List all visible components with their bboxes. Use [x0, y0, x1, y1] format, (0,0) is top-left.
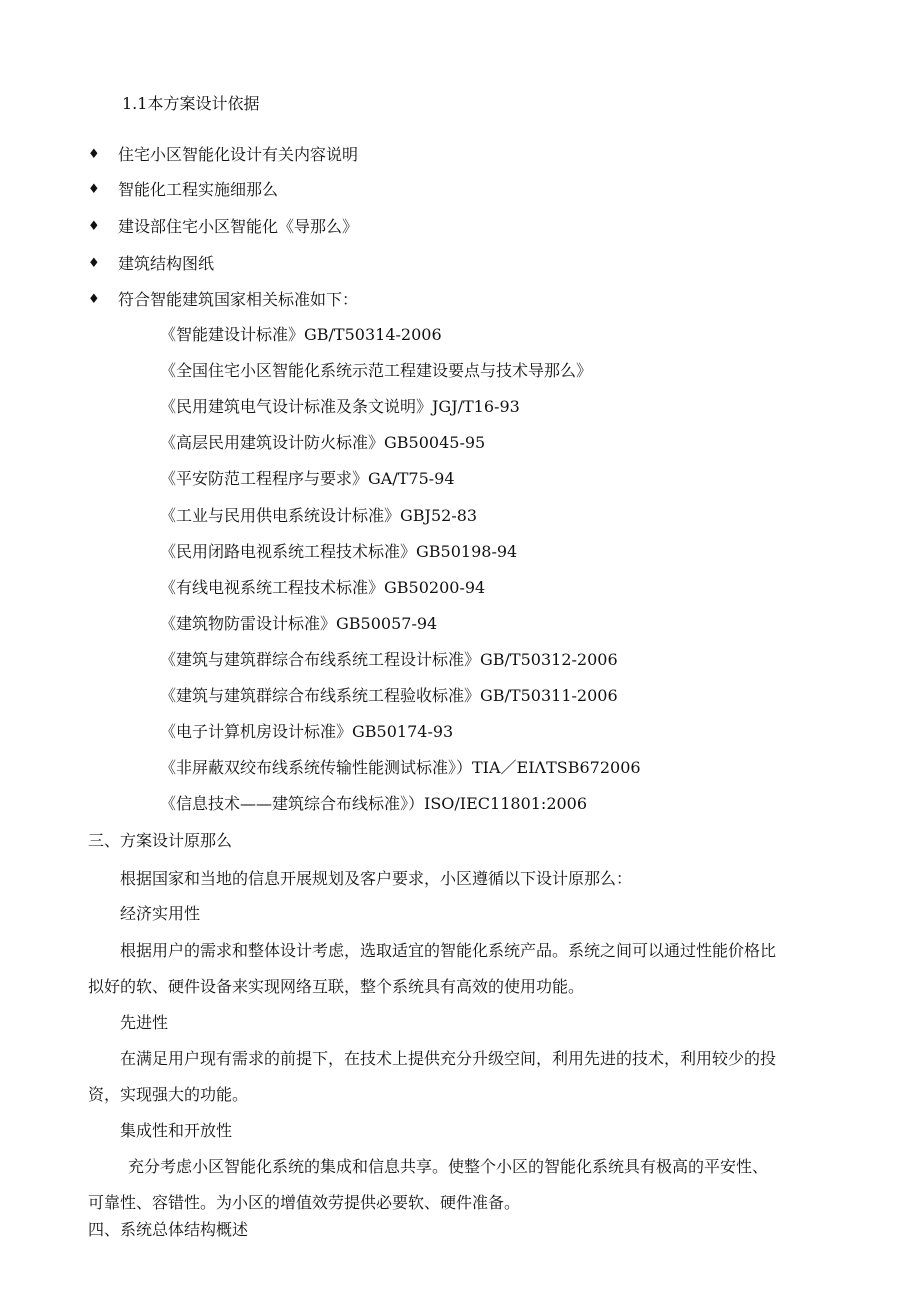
principle-advanced-title: 先进性 [120, 1013, 169, 1032]
bullet-diamond-icon: ♦ [88, 147, 100, 162]
principle-advanced-text: 在满足用户现有需求的前提下，在技术上提供充分升级空间，利用先进的技术，利用较少的投 [120, 1049, 777, 1068]
section-4-title: 四、系统总体结构概述 [88, 1220, 249, 1239]
standard-item: 《电子计算机房设计标准》GB50174-93 [160, 722, 454, 741]
section-3-title: 三、方案设计原那么 [88, 831, 233, 850]
basis-item: 符合智能建筑国家相关标准如下： [118, 290, 359, 309]
basis-item: 建筑结构图纸 [118, 254, 215, 273]
standard-item: 《民用建筑电气设计标准及条文说明》JGJ/T16-93 [160, 397, 520, 416]
standard-item: 《高层民用建筑设计防火标准》GB50045-95 [160, 433, 486, 452]
standard-item: 《平安防范工程程序与要求》GA/T75-94 [160, 469, 455, 488]
principle-open-title: 集成性和开放性 [120, 1121, 233, 1140]
principle-economic-title: 经济实用性 [120, 904, 201, 923]
bullet-diamond-icon: ♦ [88, 292, 100, 307]
section-3-intro: 根据国家和当地的信息开展规划及客户要求，小区遵循以下设计原那么： [120, 869, 633, 888]
heading-1-1: 1.1本方案设计依据 [122, 94, 260, 113]
basis-item: 智能化工程实施细那么 [118, 180, 279, 199]
principle-advanced-text: 资，实现强大的功能。 [88, 1085, 249, 1104]
principle-open-text: 充分考虑小区智能化系统的集成和信息共享。使整个小区的智能化系统具有极高的平安性、 [128, 1157, 769, 1176]
standard-item: 《信息技术——建筑综合布线标准》）ISO/IEC11801:2006 [160, 794, 588, 813]
principle-economic-text: 根据用户的需求和整体设计考虑，选取适宜的智能化系统产品。系统之间可以通过性能价格比 [120, 941, 777, 960]
standard-item: 《民用闭路电视系统工程技术标准》GB50198-94 [160, 542, 518, 561]
bullet-diamond-icon: ♦ [88, 182, 100, 197]
standard-item: 《建筑物防雷设计标准》GB50057-94 [160, 614, 438, 633]
principle-economic-text: 拟好的软、硬件设备来实现网络互联，整个系统具有高效的使用功能。 [88, 977, 585, 996]
standard-item: 《工业与民用供电系统设计标准》GBJ52-83 [160, 506, 478, 525]
standard-item: 《非屏蔽双绞布线系统传输性能测试标准》）TIA／EIΛTSB672006 [160, 758, 641, 777]
basis-item: 住宅小区智能化设计有关内容说明 [118, 145, 359, 164]
standard-item: 《建筑与建筑群综合布线系统工程设计标准》GB/T50312-2006 [160, 650, 618, 669]
basis-item: 建设部住宅小区智能化《导那么》 [118, 217, 359, 236]
standard-item: 《建筑与建筑群综合布线系统工程验收标准》GB/T50311-2006 [160, 686, 618, 705]
bullet-diamond-icon: ♦ [88, 256, 100, 271]
standard-item: 《全国住宅小区智能化系统示范工程建设要点与技术导那么》 [160, 361, 593, 380]
bullet-diamond-icon: ♦ [88, 219, 100, 234]
standard-item: 《有线电视系统工程技术标准》GB50200-94 [160, 578, 486, 597]
standard-item: 《智能建设计标准》GB/T50314-2006 [160, 325, 442, 344]
principle-open-text: 可靠性、容错性。为小区的增值效劳提供必要软、硬件准备。 [88, 1193, 521, 1212]
